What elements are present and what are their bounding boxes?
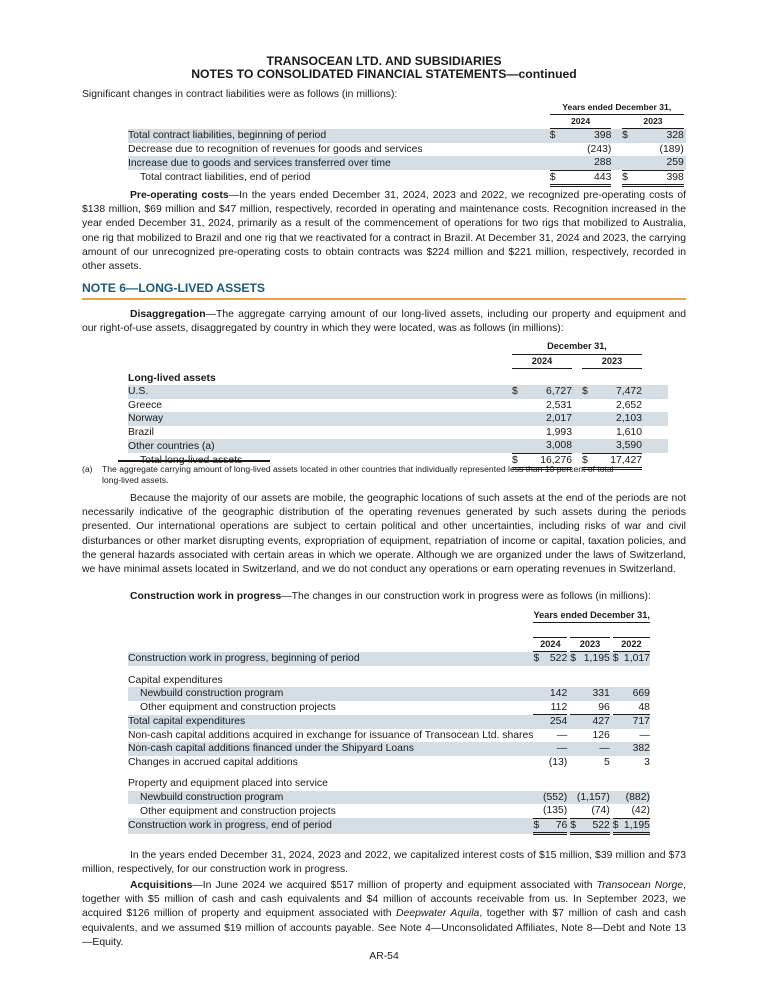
footnote-marker: (a) xyxy=(82,464,93,474)
pre-operating-costs-paragraph: Pre-operating costs—In the years ended December 31, 2024, 2023 and 2022, we recognized pre-operating costs of $138 million, $69 million and $47 million, respectively, recorded in operating and maintenance costs. Recognition increased in the year ended December 31, 2024, primarily as a result of the commencement of operations for two rigs that mobilized to Australia, one rig that mobilized to Brazil and one rig that we reactivated for a contract in Brazil. At December 31, 2024 and 2023, the carrying amount of our unrecognized pre-operating costs to obtain contracts was $224 million and $221 million, respectively, recorded in other assets. xyxy=(82,190,686,273)
company-header: TRANSOCEAN LTD. AND SUBSIDIARIES xyxy=(266,54,502,68)
capex-section-label: Capital expenditures xyxy=(128,674,223,686)
disaggregation-paragraph: Disaggregation—The aggregate carrying amount of our long-lived assets, including our property and equipment and our right-of-use assets, disaggregated by country in which they were located, was as follows (in millions): xyxy=(82,309,686,335)
capitalized-interest-paragraph: In the years ended December 31, 2024, 2023 and 2022, we capitalized interest costs of $15 million, $39 million and $73 million, respectively, for our construction work in progress. xyxy=(82,850,686,876)
period-header: Years ended December 31, xyxy=(550,101,684,115)
table-row: Non-cash capital additions acquired in exchange for issuance of Transocean Ltd. shares — 126 — xyxy=(128,729,650,741)
section-label: Long-lived assets xyxy=(128,372,216,384)
table-row: Newbuild construction program (552) (1,157) (882) xyxy=(128,791,650,805)
contract-liabilities-intro: Significant changes in contract liabilities were as follows (in millions): xyxy=(82,89,398,100)
table-row: U.S. $ 6,727 $ 7,472 xyxy=(128,385,668,399)
table-row: Changes in accrued capital additions (13) 5 3 xyxy=(128,756,650,768)
column-header-2024: 2024 xyxy=(512,354,572,369)
page-number: AR-54 xyxy=(369,951,399,962)
mobile-assets-paragraph: Because the majority of our assets are mobile, the geographic locations of such assets at the end of the periods are not necessarily indicative of the geographic distribution of the operating revenues generated by such assets during the periods presented. Our international operations are subject to certain political and other uncertainties, including risks of war and civil disturbances or other market disrupting events, expropriation of equipment, repatriation of income or capital, taxation policies, and the general hazards associated with certain areas in which we operate. Although we are organized under the laws of Switzerland, we have minimal assets located in Switzerland, and we do not conduct any operations or earn operating revenues in Switzerland. xyxy=(82,493,686,576)
rig-name: Transocean Norge xyxy=(596,880,684,891)
column-header-2023: 2023 xyxy=(570,637,610,652)
footnote-text: The aggregate carrying amount of long-lived assets located in other countries that individually represented less than 10 percent of total long-lived assets. xyxy=(102,464,614,485)
table-row: Increase due to goods and services transferred over time 288 259 xyxy=(128,156,686,170)
note-6-heading: NOTE 6—LONG-LIVED ASSETS xyxy=(82,280,686,300)
period-header: December 31, xyxy=(512,340,642,354)
table-row-total: Total long-lived assets $ 16,276 $ 17,427 xyxy=(128,453,668,469)
placed-section-label: Property and equipment placed into service xyxy=(128,778,328,790)
table-row: Brazil 1,993 1,610 xyxy=(128,426,642,438)
table-row: Non-cash capital additions financed under the Shipyard Loans — — 382 xyxy=(128,743,650,755)
pre-operating-costs-heading: Pre-operating costs xyxy=(130,190,229,201)
cwip-heading: Construction work in progress xyxy=(130,591,282,602)
table-row: Newbuild construction program 142 331 669 xyxy=(128,687,650,701)
contract-liabilities-table xyxy=(128,101,686,187)
column-header-2023: 2023 xyxy=(622,115,684,129)
table-row: Other equipment and construction projects (135) (74) (42) xyxy=(140,805,650,817)
column-header-2024: 2024 xyxy=(550,115,612,129)
table-row: Greece 2,531 2,652 xyxy=(128,399,642,411)
table-row: Total contract liabilities, beginning of period $ 398 $ 328 xyxy=(128,129,686,143)
column-header-2023: 2023 xyxy=(582,354,642,369)
cwip-table xyxy=(128,608,650,835)
column-header-2022: 2022 xyxy=(613,637,650,652)
column-header-2024: 2024 xyxy=(533,637,567,652)
acquisitions-heading: Acquisitions xyxy=(130,880,193,891)
table-row: Other countries (a) 3,008 3,590 xyxy=(128,439,668,453)
table-row: Norway 2,017 2,103 xyxy=(128,412,668,426)
table-row: Total capital expenditures 254 427 717 xyxy=(128,716,650,728)
table-row: Decrease due to recognition of revenues for goods and services (243) (189) xyxy=(128,143,684,155)
table-row: Construction work in progress, beginning of period $ 522 $ 1,195 $ 1,017 xyxy=(128,653,650,665)
rig-name: Deepwater Aquila xyxy=(396,908,480,920)
cwip-paragraph: Construction work in progress—The changes in our construction work in progress were as follows (in millions): xyxy=(130,591,651,602)
notes-header: NOTES TO CONSOLIDATED FINANCIAL STATEMENTS—continued xyxy=(191,67,577,81)
footnote-divider xyxy=(118,460,270,462)
table-row: Other equipment and construction projects 112 96 48 xyxy=(140,701,650,713)
period-header: Years ended December 31, xyxy=(533,608,649,623)
disaggregation-heading: Disaggregation xyxy=(130,309,206,320)
acquisitions-paragraph: Acquisitions—In June 2024 we acquired $517 million of property and equipment associated with Transocean Norge, together with $5 million of cash and cash equivalents and $4 million of accounts receivable from us. In September 2023, we acquired $126 million of property and equipment associated with Deepwater Aquila, together with $7 million of cash and cash equivalents, and we assumed $19 million of accounts payable. See Note 4—Unconsolidated Affiliates, Note 8—Debt and Note 13—Equity. xyxy=(82,880,686,948)
long-lived-assets-table xyxy=(128,340,668,470)
table-row-total: Total contract liabilities, end of period $ 443 $ 398 xyxy=(128,170,686,186)
table-row-total: Construction work in progress, end of period $ 76 $ 522 $ 1,195 xyxy=(128,818,650,834)
